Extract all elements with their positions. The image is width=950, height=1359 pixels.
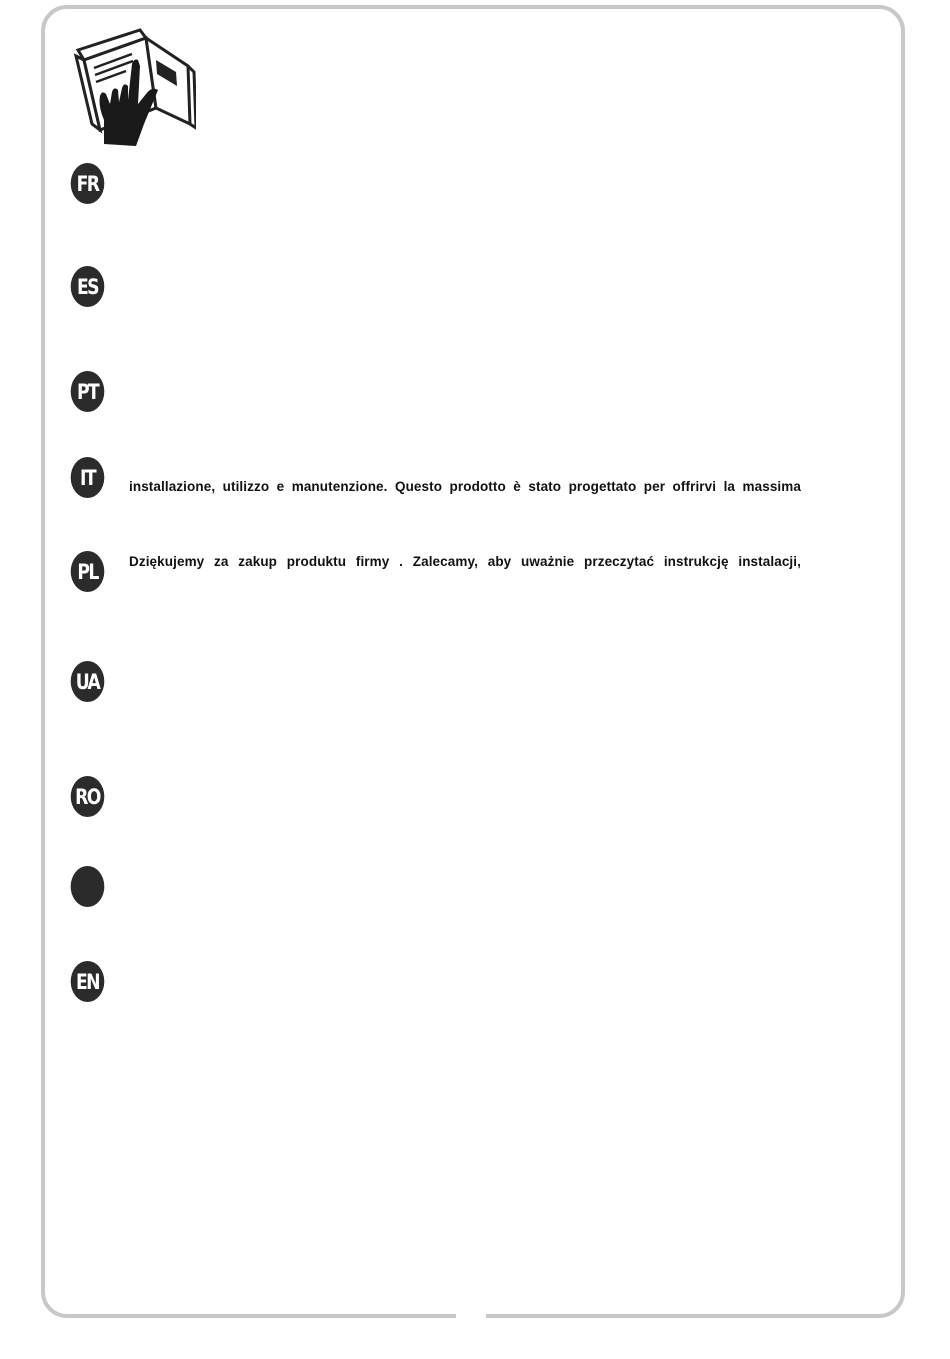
lang-text-pl: Dziękujemy za zakup produktu firmy . Zalecamy, aby uważnie przeczytać instrukcję instalacji, [129,554,801,569]
lang-badge-es: ES [71,266,105,307]
lang-row-pt [67,371,887,415]
lang-badge-it: IT [71,457,105,498]
lang-badge-en: EN [71,961,105,1002]
lang-row-it [67,457,887,501]
lang-row-blank [67,866,887,910]
lang-badge-pl: PL [71,551,105,592]
lang-row-fr [67,163,887,207]
lang-badge-blank [71,866,105,907]
lang-badge-ro: RO [71,776,105,817]
lang-row-ua [67,661,887,705]
lang-row-es [67,266,887,310]
lang-row-en [67,961,887,1005]
lang-badge-ua: UA [71,661,105,702]
lang-badge-pt: PT [71,371,105,412]
frame-gap [456,1312,486,1324]
lang-row-pl [67,551,887,595]
lang-row-ro [67,776,887,820]
lang-text-it: installazione, utilizzo e manutenzione. Questo prodotto è stato progettato per offrirvi la massima [129,479,801,494]
lang-badge-fr: FR [71,163,105,204]
manual-reading-icon [70,20,196,150]
